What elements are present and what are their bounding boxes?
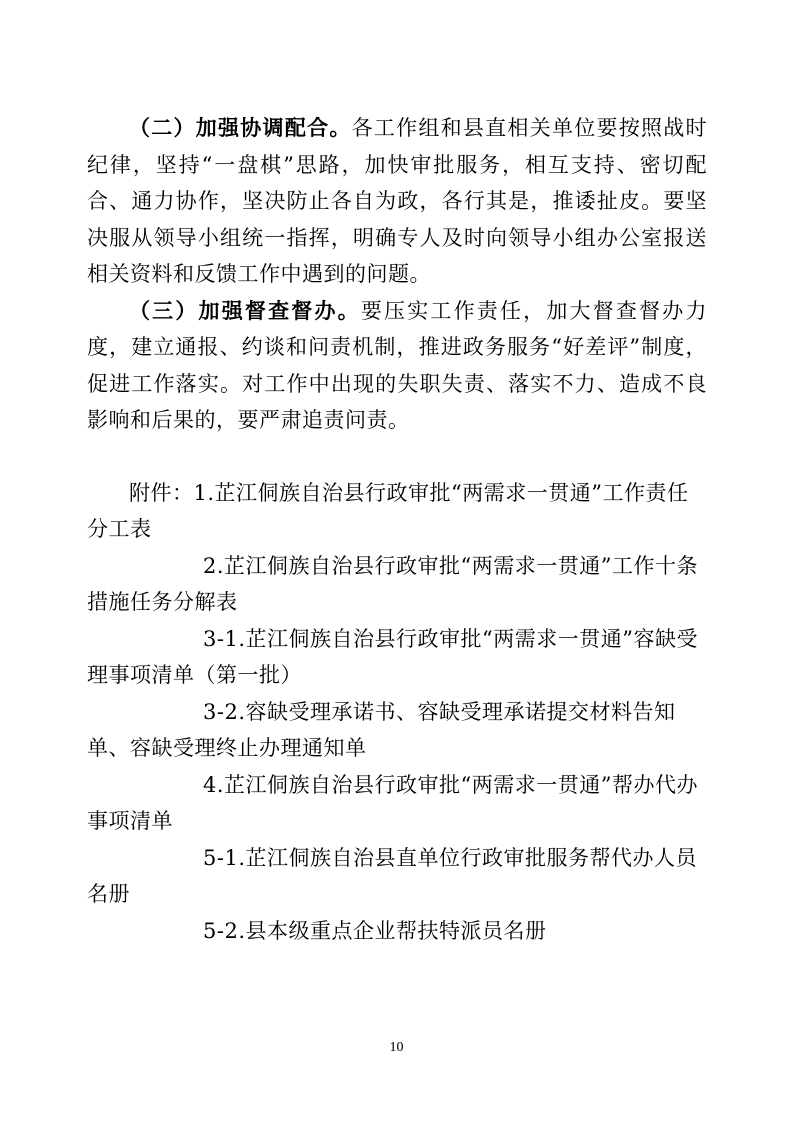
document-body xyxy=(87,110,707,949)
attachments-label: 附件： xyxy=(129,480,194,505)
attachments-list xyxy=(87,475,707,950)
attachment-item: 3-1.芷江侗族自治县行政审批“两需求一贯通”容缺受理事项清单（第一批） xyxy=(87,626,698,687)
paragraph-coordination xyxy=(87,110,707,293)
section-body-coordination: 各工作组和县直相关单位要按照战时纪律，坚持“一盘棋”思路，加快审批服务，相互支持、密切配合、通力协作，坚决防止各自为政，各行其是，推诿扯皮。要坚决服从领导小组统一指挥，明确专人及时向领导小组办公室报送相关资料和反馈工作中遇到的问题。 xyxy=(87,116,708,286)
attachment-item: 2.芷江侗族自治县行政审批“两需求一贯通”工作十条措施任务分解表 xyxy=(87,553,699,614)
paragraph-supervision xyxy=(87,293,707,439)
section-body-supervision: 要压实工作责任，加大督查督办力度，建立通报、约谈和问责机制，推进政务服务“好差评”制度，促进工作落实。对工作中出现的失职失责、落实不力、造成不良影响和后果的，要严肃追责问责。 xyxy=(87,298,707,432)
section-heading-coordination: （二）加强协调配合。 xyxy=(129,115,352,140)
page-number: 10 xyxy=(389,1040,404,1055)
attachment-item: 3-2.容缺受理承诺书、容缺受理承诺提交材料告知单、容缺受理终止办理通知单 xyxy=(87,699,676,760)
attachment-item: 5-2.县本级重点企业帮扶特派员名册 xyxy=(203,918,547,943)
section-heading-supervision: （三）加强督查督办。 xyxy=(129,297,361,323)
attachment-text: 1.芷江侗族自治县行政审批“两需求一贯通”工作责任分工表 xyxy=(87,480,689,541)
attachment-item: 4.芷江侗族自治县行政审批“两需求一贯通”帮办代办事项清单 xyxy=(87,772,699,833)
attachment-item xyxy=(87,475,707,548)
attachment-item: 5-1.芷江侗族自治县直单位行政审批服务帮代办人员名册 xyxy=(87,845,697,906)
